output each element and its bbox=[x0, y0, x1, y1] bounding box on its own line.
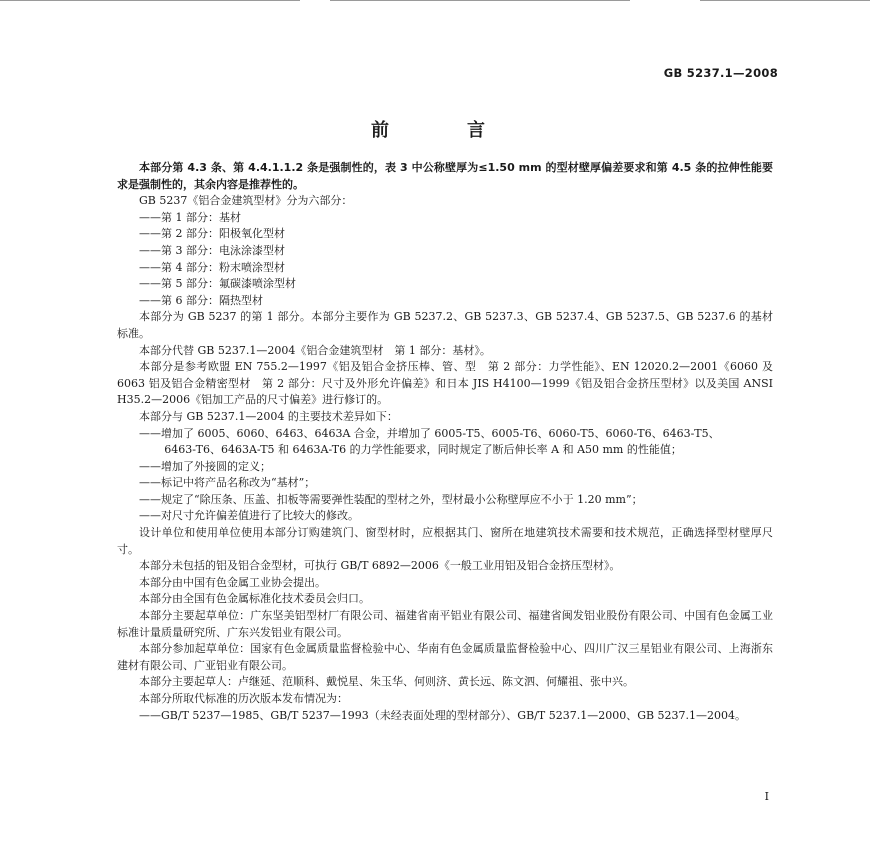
list-item: ——第 1 部分：基材 bbox=[139, 210, 241, 224]
list-item: ——第 4 部分：粉末喷涂型材 bbox=[139, 260, 285, 274]
list-item: ——增加了 6005、6060、6463、6463A 合金，并增加了 6005-T5、6005-T6、6060-T5、6060-T6、6463-T5、 bbox=[139, 426, 720, 440]
mandatory-statement: 本部分第 4.3 条、第 4.4.1.1.2 条是强制性的，表 3 中公称壁厚为≤1.50 mm 的型材壁厚偏差要求和第 4.5 条的拉伸性能要求是强制性的，其余内容是推荐性的。 bbox=[117, 161, 773, 191]
list-item: ——GB/T 5237—1985、GB/T 5237—1993（未经表面处理的型材部分）、GB/T 5237.1—2000、GB 5237.1—2004。 bbox=[139, 708, 747, 722]
paragraph: 本部分主要起草单位：广东坚美铝型材厂有限公司、福建省南平铝业有限公司、福建省闽发铝业股份有限公司、中国有色金属工业标准计量质量研究所、广东兴发铝业有限公司。 bbox=[117, 609, 773, 639]
paragraph: 本部分与 GB 5237.1—2004 的主要技术差异如下： bbox=[139, 409, 398, 423]
list-item: ——第 5 部分：氟碳漆喷涂型材 bbox=[139, 277, 296, 291]
paragraph: 本部分主要起草人：卢继延、范顺科、戴悦星、朱玉华、何则济、黄长远、陈文泗、何耀祖、张中兴。 bbox=[139, 675, 634, 689]
paragraph: 本部分由全国有色金属标准化技术委员会归口。 bbox=[139, 592, 370, 606]
paragraph: 本部分由中国有色金属工业协会提出。 bbox=[139, 575, 326, 589]
paragraph: 本部分未包括的铝及铝合金型材，可执行 GB/T 6892—2006《一般工业用铝及铝合金挤压型材》。 bbox=[139, 559, 621, 573]
paragraph: 本部分代替 GB 5237.1—2004《铝合金建筑型材 第 1 部分：基材》。 bbox=[139, 343, 491, 357]
list-item: ——对尺寸允许偏差值进行了比较大的修改。 bbox=[139, 509, 359, 523]
list-item: ——规定了“除压条、压盖、扣板等需要弹性装配的型材之外，型材最小公称壁厚应不小于 1.20 mm”； bbox=[139, 492, 643, 506]
top-rule-left bbox=[0, 0, 300, 1]
list-item: ——第 2 部分：阳极氧化型材 bbox=[139, 227, 285, 241]
paragraph: GB 5237《铝合金建筑型材》分为六部分： bbox=[139, 194, 353, 208]
list-item: ——第 3 部分：电泳涂漆型材 bbox=[139, 243, 285, 257]
paragraph: 本部分所取代标准的历次版本发布情况为： bbox=[139, 692, 348, 705]
list-item: ——第 6 部分：隔热型材 bbox=[139, 293, 263, 307]
page-title: 前 言 bbox=[371, 120, 499, 141]
list-item: ——标记中将产品名称改为“基材”； bbox=[139, 476, 316, 490]
paragraph: 本部分是参考欧盟 EN 755.2—1997《铝及铝合金挤压棒、管、型 第 2 部分：力学性能》、EN 12020.2—2001《6060 及 6063 铝及铝合金精密型材 第 2 部分：尺寸及外形允许偏差》和日本 JIS H4100—1999《铝及铝合金挤压型材》以及美国 ANSI H35.2—2006《铝加工产品的尺寸偏差》进行修订的。 bbox=[117, 360, 773, 407]
top-rule-right bbox=[700, 0, 870, 1]
standard-number: GB 5237.1—2008 bbox=[663, 66, 778, 80]
foreword-body bbox=[117, 160, 773, 724]
paragraph: 设计单位和使用单位使用本部分订购建筑门、窗型材时，应根据其门、窗所在地建筑技术需要和技术规范，正确选择型材壁厚尺寸。 bbox=[117, 526, 773, 556]
list-item: ——增加了外接圆的定义； bbox=[139, 459, 271, 473]
top-rule-mid bbox=[330, 0, 630, 1]
page-number: I bbox=[764, 790, 769, 803]
paragraph: 本部分参加起草单位：国家有色金属质量监督检验中心、华南有色金属质量监督检验中心、四川广汉三星铝业有限公司、上海浙东建材有限公司、广亚铝业有限公司。 bbox=[117, 642, 773, 672]
paragraph: 本部分为 GB 5237 的第 1 部分。本部分主要作为 GB 5237.2、GB 5237.3、GB 5237.4、GB 5237.5、GB 5237.6 的基材标准。 bbox=[117, 310, 773, 340]
list-item-continuation: 6463-T6、6463A-T5 和 6463A-T6 的力学性能要求，同时规定了断后伸长率 A 和 A50 mm 的性能值； bbox=[164, 443, 682, 457]
